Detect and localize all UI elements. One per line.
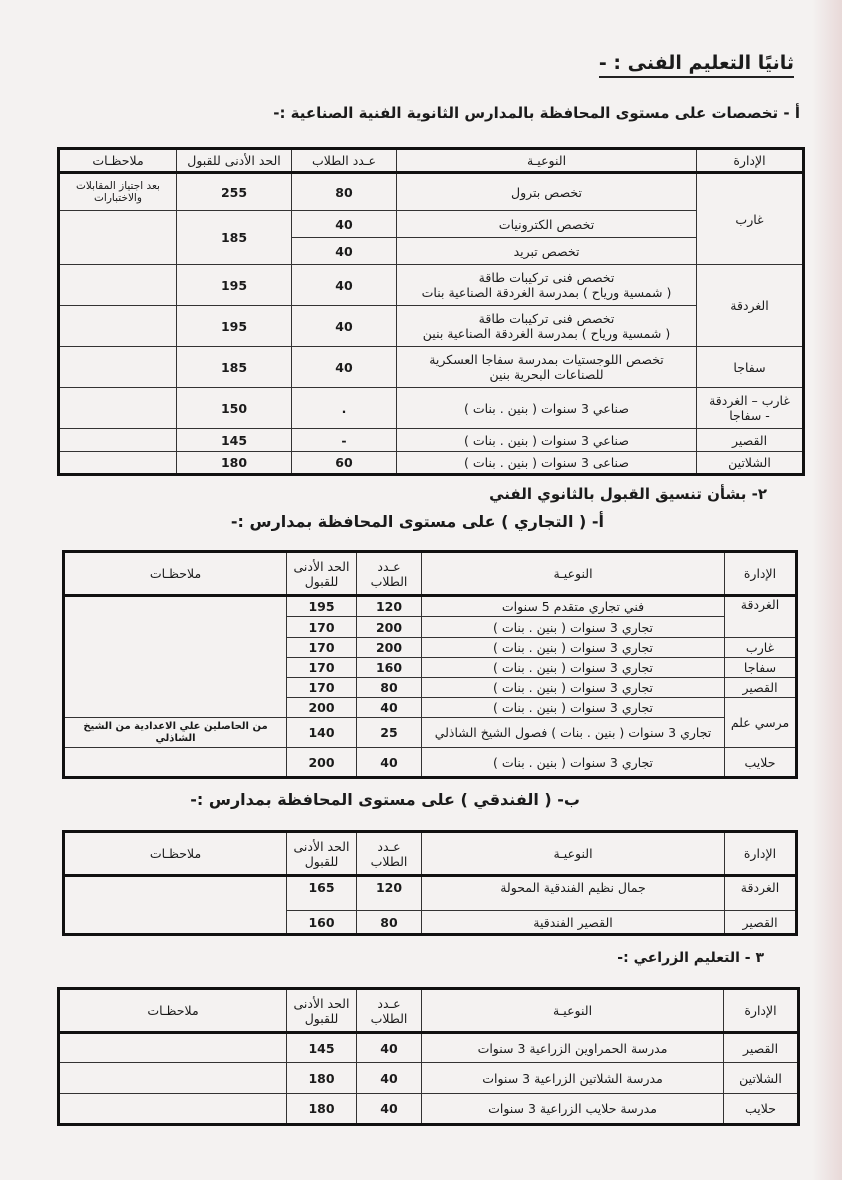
students-cell: 200 — [357, 638, 422, 658]
type-cell: تجاري 3 سنوات ( بنين . بنات ) فصول الشيخ الشاذلي — [422, 718, 725, 748]
admin-cell: غارب — [697, 173, 804, 265]
notes-cell — [64, 596, 287, 718]
header-notes: ملاحظـات — [64, 832, 287, 876]
notes-cell — [59, 306, 177, 347]
section1-heading: أ - تخصصات على مستوى المحافظة بالمدارس الثانوية الفنية الصناعية :- — [273, 104, 800, 122]
header-type: النوعيـة — [422, 989, 724, 1033]
notes-cell — [59, 1094, 287, 1125]
students-cell: 40 — [292, 211, 397, 238]
table-row — [59, 1033, 799, 1063]
notes-cell: من الحاصلين علي الاعدادية من الشيخ الشاذلي — [64, 718, 287, 748]
type-cell: القصير الفندقية — [422, 911, 725, 935]
notes-cell — [59, 429, 177, 452]
admin-cell: الشلاتين — [724, 1063, 799, 1094]
table-row — [64, 876, 797, 911]
admin-cell: حلايب — [724, 1094, 799, 1125]
header-line: الحد الأدنى — [293, 995, 350, 1011]
table-row — [64, 748, 797, 778]
students-cell: 40 — [357, 748, 422, 778]
type-cell: تجاري 3 سنوات ( بنين . بنات ) — [422, 748, 725, 778]
header-line: للقبول — [304, 853, 339, 869]
header-line: للقبول — [304, 1010, 339, 1026]
admin-cell: القصير — [724, 1033, 799, 1063]
type-cell: صناعى 3 سنوات ( بنين . بنات ) — [397, 452, 697, 475]
notes-cell: بعد اجتياز المقابلات والاختبارات — [59, 173, 177, 211]
admin-line: غارب – الغردقة — [709, 393, 790, 408]
admin-cell: القصير — [697, 429, 804, 452]
min-score-cell: 170 — [287, 678, 357, 698]
students-cell: 40 — [357, 698, 422, 718]
admin-cell: مرسي علم — [725, 698, 797, 748]
header-line: الطلاب — [370, 573, 408, 589]
header-admin: الإدارة — [724, 989, 799, 1033]
header-min-score — [287, 989, 357, 1033]
students-cell: 25 — [357, 718, 422, 748]
min-score-cell: 195 — [177, 265, 292, 306]
students-cell: - — [292, 429, 397, 452]
notes-cell — [59, 452, 177, 475]
type-cell: مدرسة الحمراوين الزراعية 3 سنوات — [422, 1033, 724, 1063]
admin-cell: القصير — [725, 678, 797, 698]
admin-cell: سفاجا — [697, 347, 804, 388]
table-row — [59, 429, 804, 452]
min-score-cell: 185 — [177, 211, 292, 265]
min-score-cell: 140 — [287, 718, 357, 748]
min-score-cell: 145 — [287, 1033, 357, 1063]
table-row — [64, 718, 797, 748]
table-row — [59, 388, 804, 429]
type-cell: مدرسة الشلاتين الزراعية 3 سنوات — [422, 1063, 724, 1094]
type-cell — [397, 347, 697, 388]
table-row — [59, 173, 804, 211]
students-cell: 40 — [292, 347, 397, 388]
students-cell: 40 — [292, 306, 397, 347]
header-min-score: الحد الأدنى للقبول — [177, 149, 292, 173]
table-header-row — [64, 552, 797, 596]
students-cell: 40 — [292, 238, 397, 265]
header-students — [357, 832, 422, 876]
min-score-cell: 170 — [287, 617, 357, 638]
type-line: تخصص فنى تركيبات طاقة — [478, 311, 615, 326]
header-line: للقبول — [304, 573, 339, 589]
students-cell: 40 — [357, 1094, 422, 1125]
agricultural-table — [57, 987, 800, 1126]
header-admin: الإدارة — [725, 552, 797, 596]
header-students — [357, 989, 422, 1033]
type-cell — [397, 265, 697, 306]
hotel-table — [62, 830, 798, 936]
min-score-cell: 200 — [287, 748, 357, 778]
table-row — [59, 265, 804, 306]
notes-cell — [59, 388, 177, 429]
table-header-row — [59, 989, 799, 1033]
min-score-cell: 255 — [177, 173, 292, 211]
header-line: الحد الأدنى — [293, 558, 350, 574]
table-row — [59, 347, 804, 388]
min-score-cell: 165 — [287, 876, 357, 911]
students-cell: 120 — [357, 596, 422, 617]
header-type: النوعيـة — [422, 832, 725, 876]
type-cell: صناعي 3 سنوات ( بنين . بنات ) — [397, 429, 697, 452]
commercial-table — [62, 550, 798, 779]
type-line: ( شمسية ورياح ) بمدرسة الغردقة الصناعية بنات — [421, 285, 672, 300]
min-score-cell: 200 — [287, 698, 357, 718]
type-cell: تجاري 3 سنوات ( بنين . بنات ) — [422, 658, 725, 678]
min-score-cell: 180 — [287, 1094, 357, 1125]
page-edge-shadow — [812, 0, 842, 1180]
table-row — [59, 306, 804, 347]
table-row — [59, 452, 804, 475]
students-cell: 120 — [357, 876, 422, 911]
students-cell: 40 — [357, 1033, 422, 1063]
type-cell: تخصص الكترونيات — [397, 211, 697, 238]
header-line: الطلاب — [370, 853, 408, 869]
type-cell — [397, 306, 697, 347]
type-cell: تجاري 3 سنوات ( بنين . بنات ) — [422, 617, 725, 638]
header-min-score — [287, 552, 357, 596]
admin-cell: حلايب — [725, 748, 797, 778]
admin-cell: الغردقة — [725, 596, 797, 638]
min-score-cell: 180 — [287, 1063, 357, 1094]
type-cell: تخصص بترول — [397, 173, 697, 211]
notes-cell — [59, 265, 177, 306]
type-cell: تجاري 3 سنوات ( بنين . بنات ) — [422, 698, 725, 718]
notes-cell — [59, 1063, 287, 1094]
table-header-row — [64, 832, 797, 876]
admin-cell: الغردقة — [697, 265, 804, 347]
students-cell: 200 — [357, 617, 422, 638]
table-row — [64, 596, 797, 617]
header-type: النوعيـة — [397, 149, 697, 173]
section2a-heading: أ- ( التجاري ) على مستوى المحافظة بمدارس :- — [230, 512, 604, 531]
students-cell: 160 — [357, 658, 422, 678]
header-min-score — [287, 832, 357, 876]
header-notes: ملاحظـات — [59, 989, 287, 1033]
header-admin: الإدارة — [725, 832, 797, 876]
type-line: تخصص اللوجستيات بمدرسة سفاجا العسكرية — [429, 352, 664, 367]
min-score-cell: 195 — [177, 306, 292, 347]
students-cell: 40 — [292, 265, 397, 306]
industrial-table — [57, 147, 805, 476]
header-line: عـدد — [377, 838, 401, 854]
students-cell: . — [292, 388, 397, 429]
header-line: عـدد — [377, 995, 401, 1011]
table-header-row — [59, 149, 804, 173]
min-score-cell: 150 — [177, 388, 292, 429]
table-row — [59, 1094, 799, 1125]
type-line: تخصص فنى تركيبات طاقة — [478, 270, 615, 285]
header-line: الطلاب — [370, 1010, 408, 1026]
admin-line: - سفاجا — [729, 408, 770, 423]
admin-cell — [697, 388, 804, 429]
students-cell: 80 — [357, 678, 422, 698]
table-row — [59, 1063, 799, 1094]
type-cell: تجاري 3 سنوات ( بنين . بنات ) — [422, 678, 725, 698]
notes-cell — [59, 211, 177, 265]
min-score-cell: 185 — [177, 347, 292, 388]
page-title: ثانيًا التعليم الفنى : - — [599, 52, 794, 78]
type-cell: فني تجاري متقدم 5 سنوات — [422, 596, 725, 617]
admin-cell: الغردقة — [725, 876, 797, 911]
table-row — [59, 211, 804, 238]
section2-heading: ٢- بشأن تنسيق القبول بالثانوي الفني — [489, 485, 767, 503]
header-notes: ملاحظـات — [64, 552, 287, 596]
header-type: النوعيـة — [422, 552, 725, 596]
header-line: الحد الأدنى — [293, 838, 350, 854]
header-notes: ملاحظـات — [59, 149, 177, 173]
type-cell: جمال نظيم الفندقية المحولة — [422, 876, 725, 911]
header-admin: الإدارة — [697, 149, 804, 173]
notes-cell — [64, 876, 287, 935]
admin-cell: القصير — [725, 911, 797, 935]
section2b-heading: ب- ( الفندقي ) على مستوى المحافظة بمدارس :- — [190, 790, 580, 809]
min-score-cell: 180 — [177, 452, 292, 475]
min-score-cell: 170 — [287, 658, 357, 678]
type-cell: تخصص تبريد — [397, 238, 697, 265]
admin-cell: غارب — [725, 638, 797, 658]
header-line: عـدد — [377, 558, 401, 574]
type-cell: صناعي 3 سنوات ( بنين . بنات ) — [397, 388, 697, 429]
section3-heading: ٣ - التعليم الزراعي :- — [617, 950, 764, 966]
students-cell: 80 — [357, 911, 422, 935]
notes-cell — [64, 748, 287, 778]
min-score-cell: 195 — [287, 596, 357, 617]
admin-cell: الشلاتين — [697, 452, 804, 475]
students-cell: 40 — [357, 1063, 422, 1094]
min-score-cell: 145 — [177, 429, 292, 452]
header-students: عـدد الطلاب — [292, 149, 397, 173]
header-students — [357, 552, 422, 596]
students-cell: 80 — [292, 173, 397, 211]
type-line: للصناعات البحرية بنين — [489, 367, 604, 382]
min-score-cell: 170 — [287, 638, 357, 658]
notes-cell — [59, 1033, 287, 1063]
type-cell: مدرسة حلايب الزراعية 3 سنوات — [422, 1094, 724, 1125]
admin-cell: سفاجا — [725, 658, 797, 678]
min-score-cell: 160 — [287, 911, 357, 935]
type-cell: تجاري 3 سنوات ( بنين . بنات ) — [422, 638, 725, 658]
notes-cell — [59, 347, 177, 388]
students-cell: 60 — [292, 452, 397, 475]
type-line: ( شمسية ورياح ) بمدرسة الغردقة الصناعية بنين — [422, 326, 671, 341]
